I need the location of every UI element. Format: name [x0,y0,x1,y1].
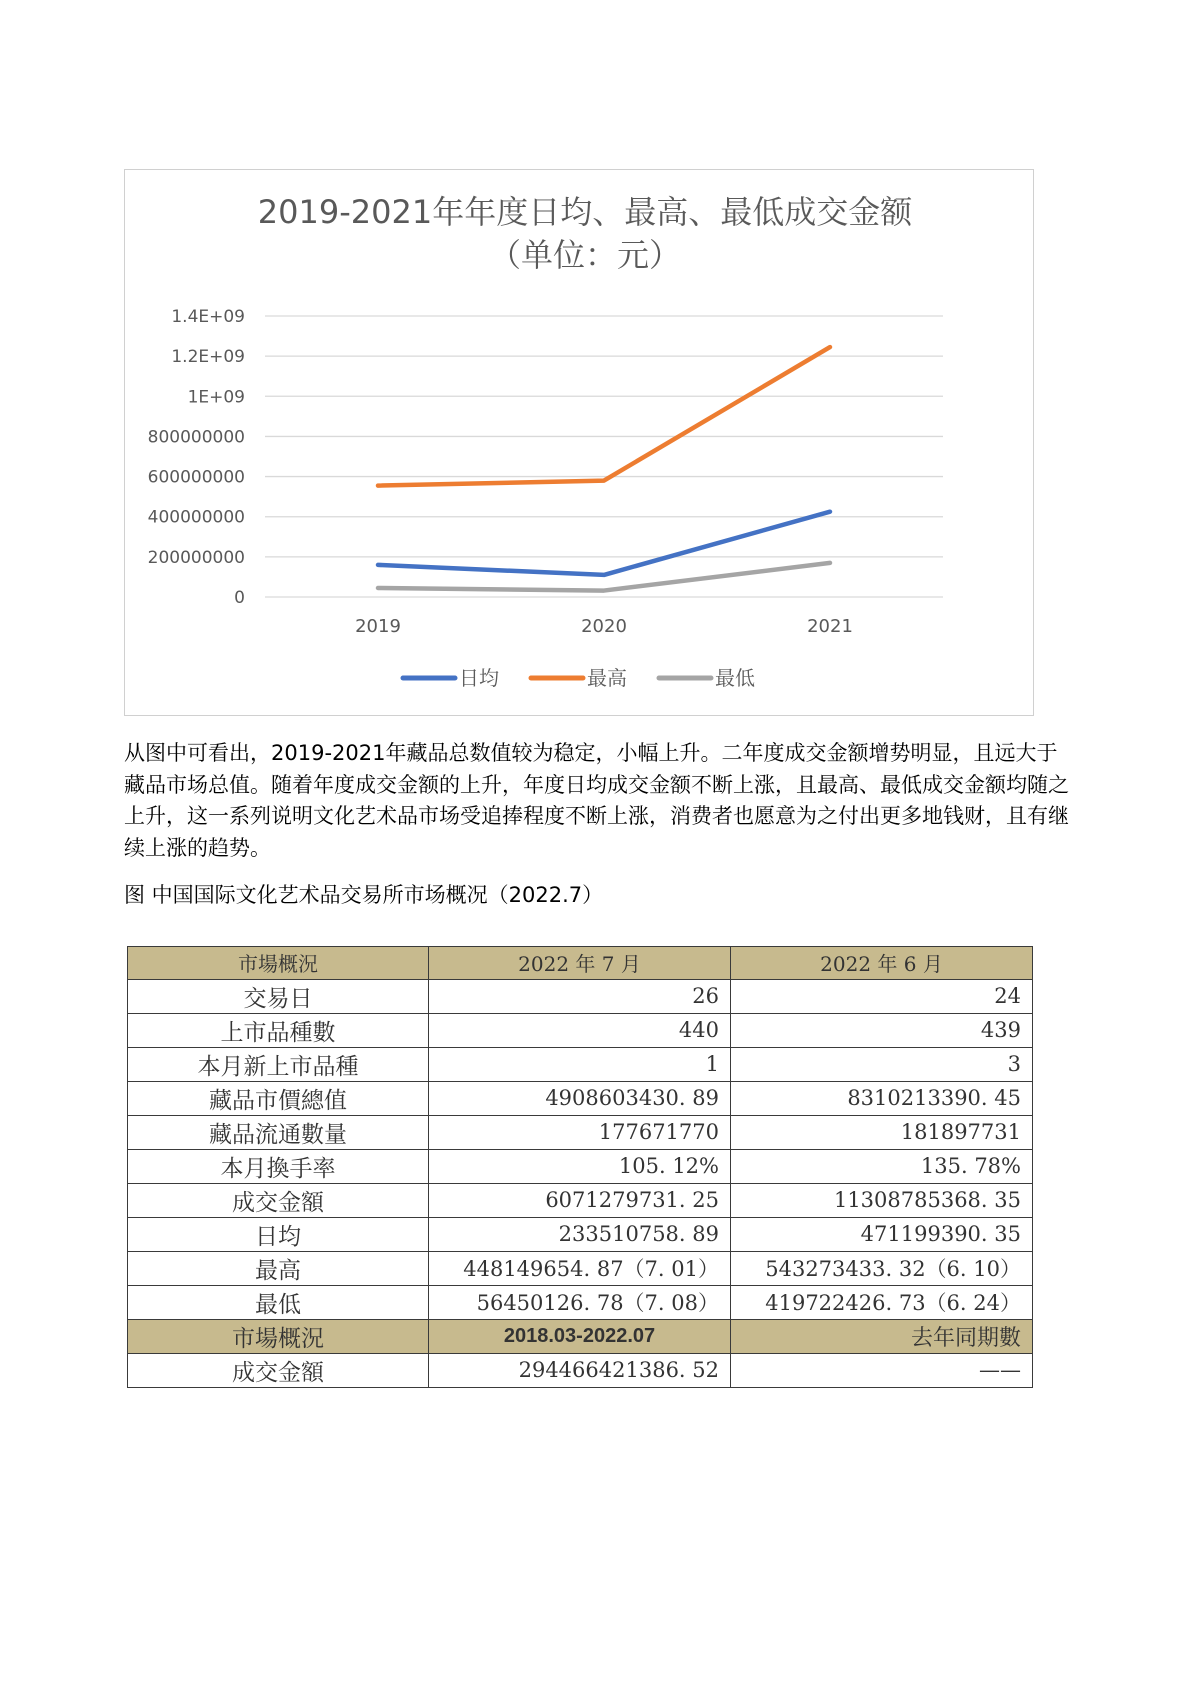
row-label: 日均 [128,1217,429,1251]
y-tick-label: 0 [234,588,245,608]
y-tick-label: 200000000 [147,547,245,568]
value-jun: 11308785368. 35 [731,1183,1033,1217]
subheader-market: 市場概況 [128,1319,429,1353]
y-tick-label: 1E+09 [187,387,245,408]
value-jul: 233510758. 89 [429,1217,731,1251]
line-chart [124,169,1034,716]
value-jun: 543273433. 32（6. 10） [731,1251,1033,1285]
row-label: 藏品流通數量 [128,1115,429,1149]
series-line-日均 [378,512,830,575]
row-label: 本月新上市品種 [128,1047,429,1081]
table-row [128,1353,1033,1387]
chart-canvas [125,170,1035,717]
legend-label: 最低 [715,666,755,690]
table-row [128,1115,1033,1149]
legend-label: 最高 [587,666,627,690]
x-tick-label: 2019 [355,616,401,637]
legend-label: 日均 [459,666,499,690]
row-label: 最高 [128,1251,429,1285]
value-jun: 439 [731,1013,1033,1047]
table-header-row [128,947,1033,980]
x-tick-label: 2021 [807,616,853,637]
chart-subtitle: （单位：元） [488,236,682,274]
value-jul: 440 [429,1013,731,1047]
market-overview-table [127,946,1033,1388]
value-jul: 4908603430. 89 [429,1081,731,1115]
y-tick-label: 600000000 [147,467,245,488]
value-jul: 448149654. 87（7. 01） [429,1251,731,1285]
table-row [128,1285,1033,1319]
table-caption: 图 中国国际文化艺术品交易所市场概况（2022.7） [124,883,604,907]
table-row [128,1149,1033,1183]
value-jul: 1 [429,1047,731,1081]
table-row [128,1047,1033,1081]
value-jun: 181897731 [731,1115,1033,1149]
value-jul: 26 [429,979,731,1013]
analysis-paragraph: 从图中可看出，2019-2021年藏品总数值较为稳定，小幅上升。二年度成交金额增势明显，且远大于藏品市场总值。随着年度成交金额的上升，年度日均成交金额不断上涨，且最高、最低成交金额均随之上升，这一系列说明文化艺术品市场受追捧程度不断上涨，消费者也愿意为之付出更多地钱财，且有继续上涨的趋势。 [124,741,1069,860]
row-label: 成交金額 [128,1353,429,1387]
row-label: 交易日 [128,979,429,1013]
table-row [128,1081,1033,1115]
row-label: 本月換手率 [128,1149,429,1183]
subheader-period: 2018.03-2022.07 [429,1319,731,1353]
table-row [128,1217,1033,1251]
value-jun: 3 [731,1047,1033,1081]
value-total: 294466421386. 52 [429,1353,731,1387]
row-label: 上市品種數 [128,1013,429,1047]
row-label: 最低 [128,1285,429,1319]
value-last-year: —— [731,1353,1033,1387]
table-row [128,1183,1033,1217]
value-jun: 24 [731,979,1033,1013]
y-tick-label: 1.4E+09 [171,307,245,327]
row-label: 藏品市價總值 [128,1081,429,1115]
y-tick-label: 400000000 [147,507,245,528]
value-jul: 105. 12% [429,1149,731,1183]
y-tick-label: 800000000 [147,427,245,448]
header-market: 市場概況 [128,947,429,980]
y-tick-label: 1.2E+09 [171,347,245,368]
header-2022-07: 2022 年 7 月 [429,947,731,980]
chart-title: 2019-2021年年度日均、最高、最低成交金额 [257,193,913,231]
table-row [128,1251,1033,1285]
value-jul: 177671770 [429,1115,731,1149]
value-jul: 56450126. 78（7. 08） [429,1285,731,1319]
header-2022-06: 2022 年 6 月 [731,947,1033,980]
value-jul: 6071279731. 25 [429,1183,731,1217]
x-tick-label: 2020 [581,616,627,637]
value-jun: 419722426. 73（6. 24） [731,1285,1033,1319]
value-jun: 8310213390. 45 [731,1081,1033,1115]
value-jun: 135. 78% [731,1149,1033,1183]
series-line-最高 [378,347,830,485]
table-subheader-row [128,1319,1033,1353]
value-jun: 471199390. 35 [731,1217,1033,1251]
table-row [128,1013,1033,1047]
subheader-last-year: 去年同期數 [731,1319,1033,1353]
row-label: 成交金額 [128,1183,429,1217]
table-row [128,979,1033,1013]
